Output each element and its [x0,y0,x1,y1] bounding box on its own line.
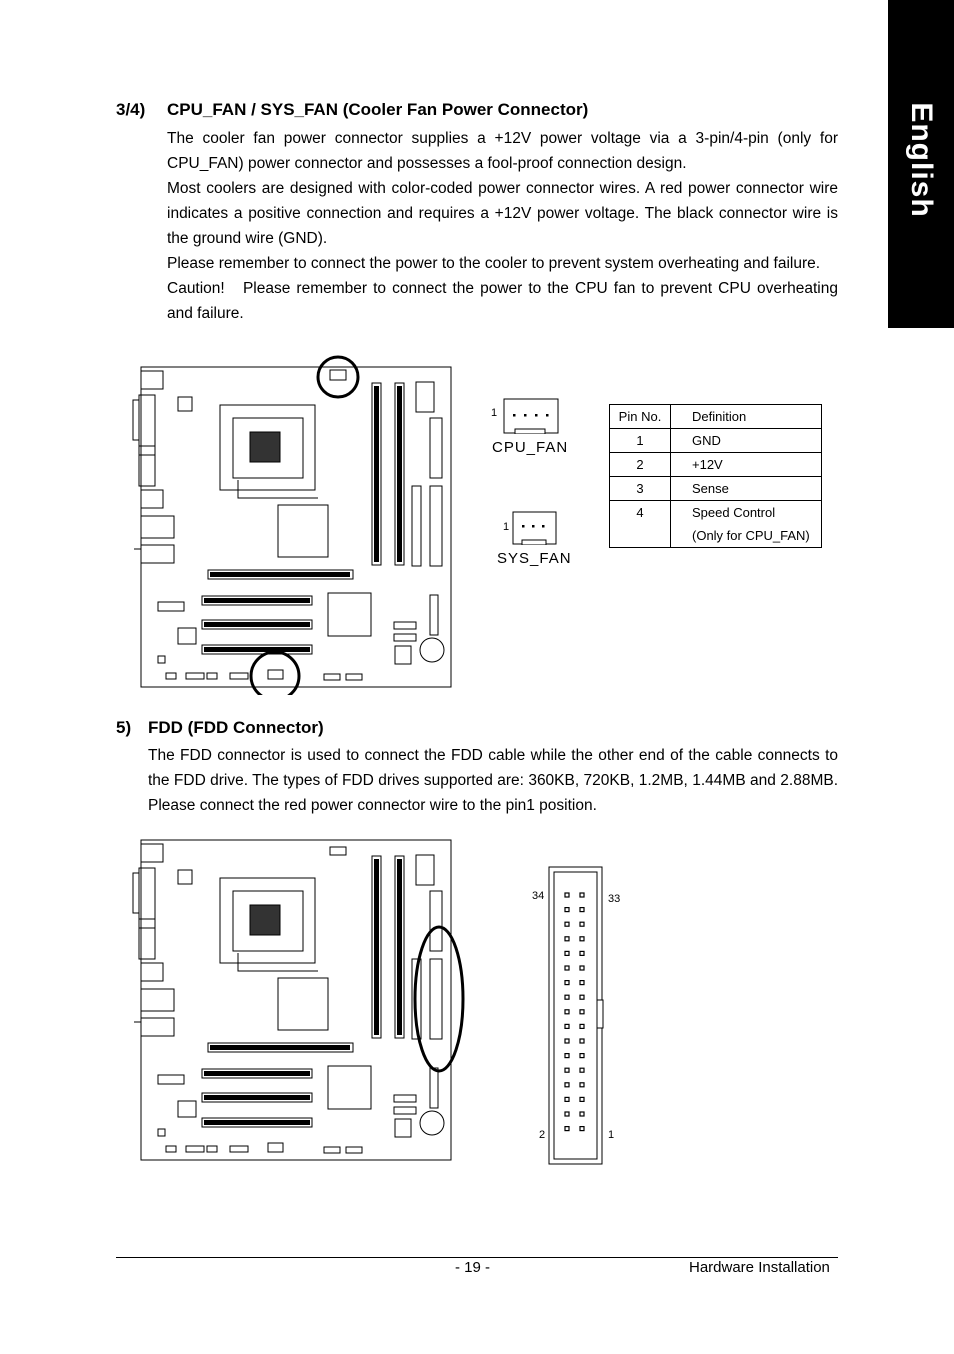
section1-paragraph-4: Caution! Please remember to connect the power to the CPU fan to prevent CPU overheating and failure. [167,280,838,322]
fdd-pin [565,908,569,912]
table-row [610,477,822,501]
section1-body [167,126,838,326]
fdd-pin [580,1097,584,1101]
pin-cell: 3 [610,477,671,501]
section1-paragraph-2: Most coolers are designed with color-coded power connector wires. A red power connector wire indicates a positive connection and requires a +12V power voltage. The black connector wire is the ground wire (GND). [167,180,838,247]
footer-rule [116,1257,838,1258]
table-row-continuation [610,524,822,548]
fdd-pin [580,1112,584,1116]
fdd-pin [565,922,569,926]
table-row [610,453,822,477]
fdd-pin [580,1083,584,1087]
fdd-pin [565,1054,569,1058]
definition-cell: +12V [671,453,822,477]
fdd-label-33: 33 [608,893,621,905]
sys-fan-label: SYS_FAN [497,550,572,567]
fdd-pin [580,1010,584,1014]
fdd-pin [565,951,569,955]
cpu-fan-connector-icon [503,398,559,434]
fdd-pin [565,1068,569,1072]
fdd-pin [580,1068,584,1072]
pin-cell: 2 [610,453,671,477]
section1-paragraph-1: The cooler fan power connector supplies a +12V power voltage via a 3-pin/4-pin (only for CPU_FAN) power connector and possesses a fool-proof connection design. [167,130,838,172]
fdd-label-2: 2 [539,1129,546,1141]
fdd-pin [565,995,569,999]
cpu-fan-label: CPU_FAN [492,439,569,456]
section2-number: 5) [116,718,132,737]
section2-title: FDD (FDD Connector) [148,718,324,737]
section2-body: The FDD connector is used to connect the FDD cable while the other end of the cable connects to the FDD drive. The types of FDD drives supported are: 360KB, 720KB, 1.2MB, 1.44MB and 2.88MB. Please connect the red power connector wire to the pin1 position. [148,747,838,814]
fdd-pin [580,937,584,941]
table-row [610,429,822,453]
fdd-pin [565,1010,569,1014]
section1-title: CPU_FAN / SYS_FAN (Cooler Fan Power Connector) [167,100,589,119]
fdd-pin [580,922,584,926]
fdd-pin [580,893,584,897]
pin-cell: 1 [610,429,671,453]
fdd-pin [565,893,569,897]
fdd-pin [580,951,584,955]
fdd-pin [580,1024,584,1028]
table-header-row [610,405,822,429]
page-number: - 19 - [455,1259,491,1276]
fdd-pin [565,1083,569,1087]
section1-number: 3/4) [116,100,146,119]
fdd-pin [580,1039,584,1043]
pin-cell-empty [610,524,671,548]
definition-cell: GND [671,429,822,453]
cpu-fan-pin1-label: 1 [491,407,498,419]
section1-paragraph-3: Please remember to connect the power to the cooler to prevent system overheating and failure. [167,255,821,272]
fdd-pin [580,981,584,985]
fdd-label-34: 34 [532,890,545,902]
sys-fan-connector-icon [512,511,557,545]
fdd-pin [565,1112,569,1116]
definition-cell: Sense [671,477,822,501]
motherboard-diagram-fan [130,350,460,695]
definition-cell: Speed Control [671,501,822,525]
table-row [610,501,822,525]
language-tab-label: English [905,102,938,218]
language-tab [888,0,954,328]
header-pin-no: Pin No. [610,405,671,429]
fdd-pin [580,908,584,912]
fdd-connector-pinout [548,866,604,1166]
fdd-pin [580,1127,584,1131]
fdd-pin [565,1024,569,1028]
fdd-pin [565,1097,569,1101]
fdd-pin [580,1054,584,1058]
fdd-pin [565,966,569,970]
motherboard-diagram-fdd [130,823,470,1168]
footer-section-title: Hardware Installation [689,1259,830,1276]
header-definition: Definition [671,405,822,429]
fdd-pin [565,981,569,985]
fdd-label-1: 1 [608,1129,615,1141]
fdd-pin [580,995,584,999]
fdd-pin [565,1039,569,1043]
pin-cell: 4 [610,501,671,525]
sys-fan-pin1-label: 1 [503,521,510,533]
fdd-pin [565,1127,569,1131]
definition-cell-note: (Only for CPU_FAN) [671,524,822,548]
fdd-pin [580,966,584,970]
fan-pin-definition-table [609,404,822,548]
fdd-pin [565,937,569,941]
